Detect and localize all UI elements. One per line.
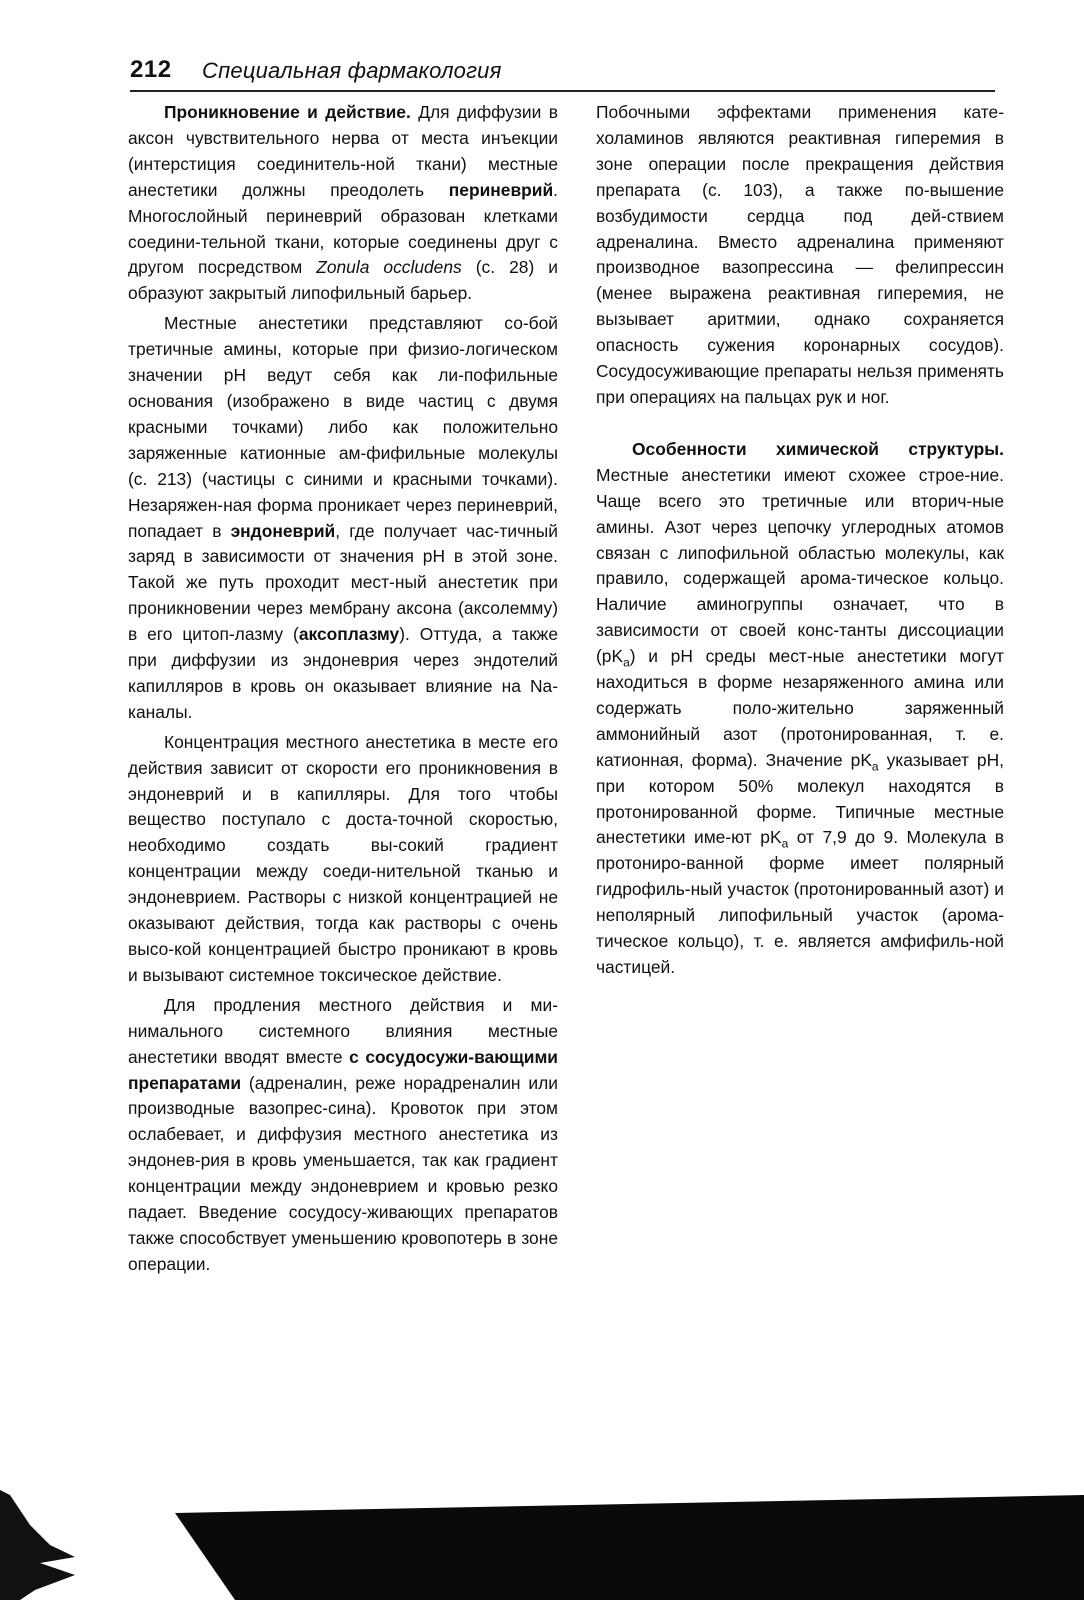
term-perineurium: периневрий bbox=[448, 179, 554, 200]
running-header bbox=[130, 56, 995, 92]
term-vasoconstrictors: с сосудосужи-вающими препаратами bbox=[128, 1046, 559, 1093]
paragraph-concentration: Концентрация местного анестетика в месте его действия зависит от скорости его проникновения в эндоневрий и в капилляры. Для того чтобы вещество поступало с доста-точной скоростью, необходимо создать вы-сокий градиент концентрации между соеди-нительной тканью и эндоневрием. Растворы с низкой концентрацией не оказывают действия, тогда как растворы с очень высо-кой концентрацией быстро проникают в кровь и вызывают системное токсическое действие. bbox=[128, 731, 558, 985]
running-title: Специальная фармакология bbox=[202, 58, 502, 83]
left-column bbox=[128, 100, 558, 1282]
bottom-dark-band bbox=[175, 1495, 1084, 1600]
paragraph-chemical-structure: Особенности химической структуры. Местные анестетики имеют схожее строе-ние. Чаще всего это третичные или вторич-ные амины. Азот через цепочку углеродных атомов связан с липофильной областью молекулы, как правило, содержащей арома-тическое кольцо. Наличие аминогруппы означает, что в зависимости от своей конс-танты диссоциации $(pK_a)$ и pH среды мест-ные анестетики могут находиться в форме незаряженного амина или содержать поло-жительно заряженный аммонийный азот (протонированная, т. е. катионная, форма). Значение $pK_a$ указывает pH, при котором 50% молекул находятся в протонированной форме. Типичные местные анестетики име-ют $pK_a$ от 7,9 до 9. Молекула в протониро-ванной форме имеет полярный гидрофиль-ный участок (протонированный азот) и неполярный липофильный участок (арома-тическое кольцо), т. е. является амфифиль-ной частицей. bbox=[596, 438, 1005, 977]
term-zonula-occludens: Zonula occludens bbox=[316, 257, 462, 278]
right-column bbox=[596, 100, 1004, 985]
torn-corner-mark bbox=[0, 1490, 75, 1600]
term-axoplasm: аксоплазму bbox=[298, 624, 400, 645]
term-endoneurium: эндоневрий bbox=[230, 520, 336, 541]
page-number: 212 bbox=[130, 56, 172, 83]
paragraph-side-effects: Побочными эффектами применения кате-холаминов являются реактивная гиперемия в зоне операции после прекращения действия препарата (с. 103), а также по-вышение возбудимости сердца под дей-ствием адреналина. Вместо адреналина применяют производное вазопрессина — фелипрессин (менее выражена реактивная гиперемия, не вызывает аритмии, однако сохраняется опасность сужения коронарных сосудов). Сосудосуживающие препараты нельзя применять при операциях на пальцах рук и ног. bbox=[596, 102, 1004, 407]
page-edge-shadow bbox=[0, 1485, 1084, 1600]
section-heading-chemical-structure: Особенности химической структуры. bbox=[632, 438, 1004, 459]
paragraph-penetration: Проникновение и действие. Для диффузии в аксон чувствительного нерва от места инъекции (интерстиция соединитель-ной ткани) местные анестетики должны преодолеть периневрий. Многослойный периневрий образован клетками соедини-тельной ткани, которые соединены друг с другом посредством Zonula occludens (с. 28) и образуют закрытый липофильный барьер. bbox=[128, 102, 558, 304]
paragraph-vasoconstrictors: Для продления местного действия и ми-нимального системного влияния местные анестетики вводят вместе с сосудосужи-вающими препаратами (адреналин, реже норадреналин или производные вазопрес-сина). Кровоток при этом ослабевает, и диффузия местного анестетика из эндонев-рия в кровь уменьшается, так как градиент концентрации между эндоневрием и кровью резко падает. Введение сосудосу-живающих препаратов также способствует уменьшению кровопотерь в зоне операции. bbox=[128, 994, 559, 1274]
paragraph-tertiary-amines: Местные анестетики представляют со-бой третичные амины, которые при физио-логическом значении рН ведут себя как ли-пофильные основания (изображено в виде частиц с двумя красными точками) либо как положительно заряженные катионные ам-фифильные молекулы (с. 213) (частицы с синими и красными точками). Незаряжен-ная форма проникает через периневрий, попадает в эндоневрий, где получает час-тичный заряд в зависимости от значения рН в этой зоне. Такой же путь проходит мест-ный анестетик при проникновении через мембрану аксона (аксолемму) в его цитоп-лазму (аксоплазму). Оттуда, а также при диффузии из эндоневрия через эндотелий капилляров в кровь он оказывает влияние на Na-каналы. bbox=[128, 313, 558, 722]
section-heading-penetration: Проникновение и действие. bbox=[164, 102, 411, 122]
